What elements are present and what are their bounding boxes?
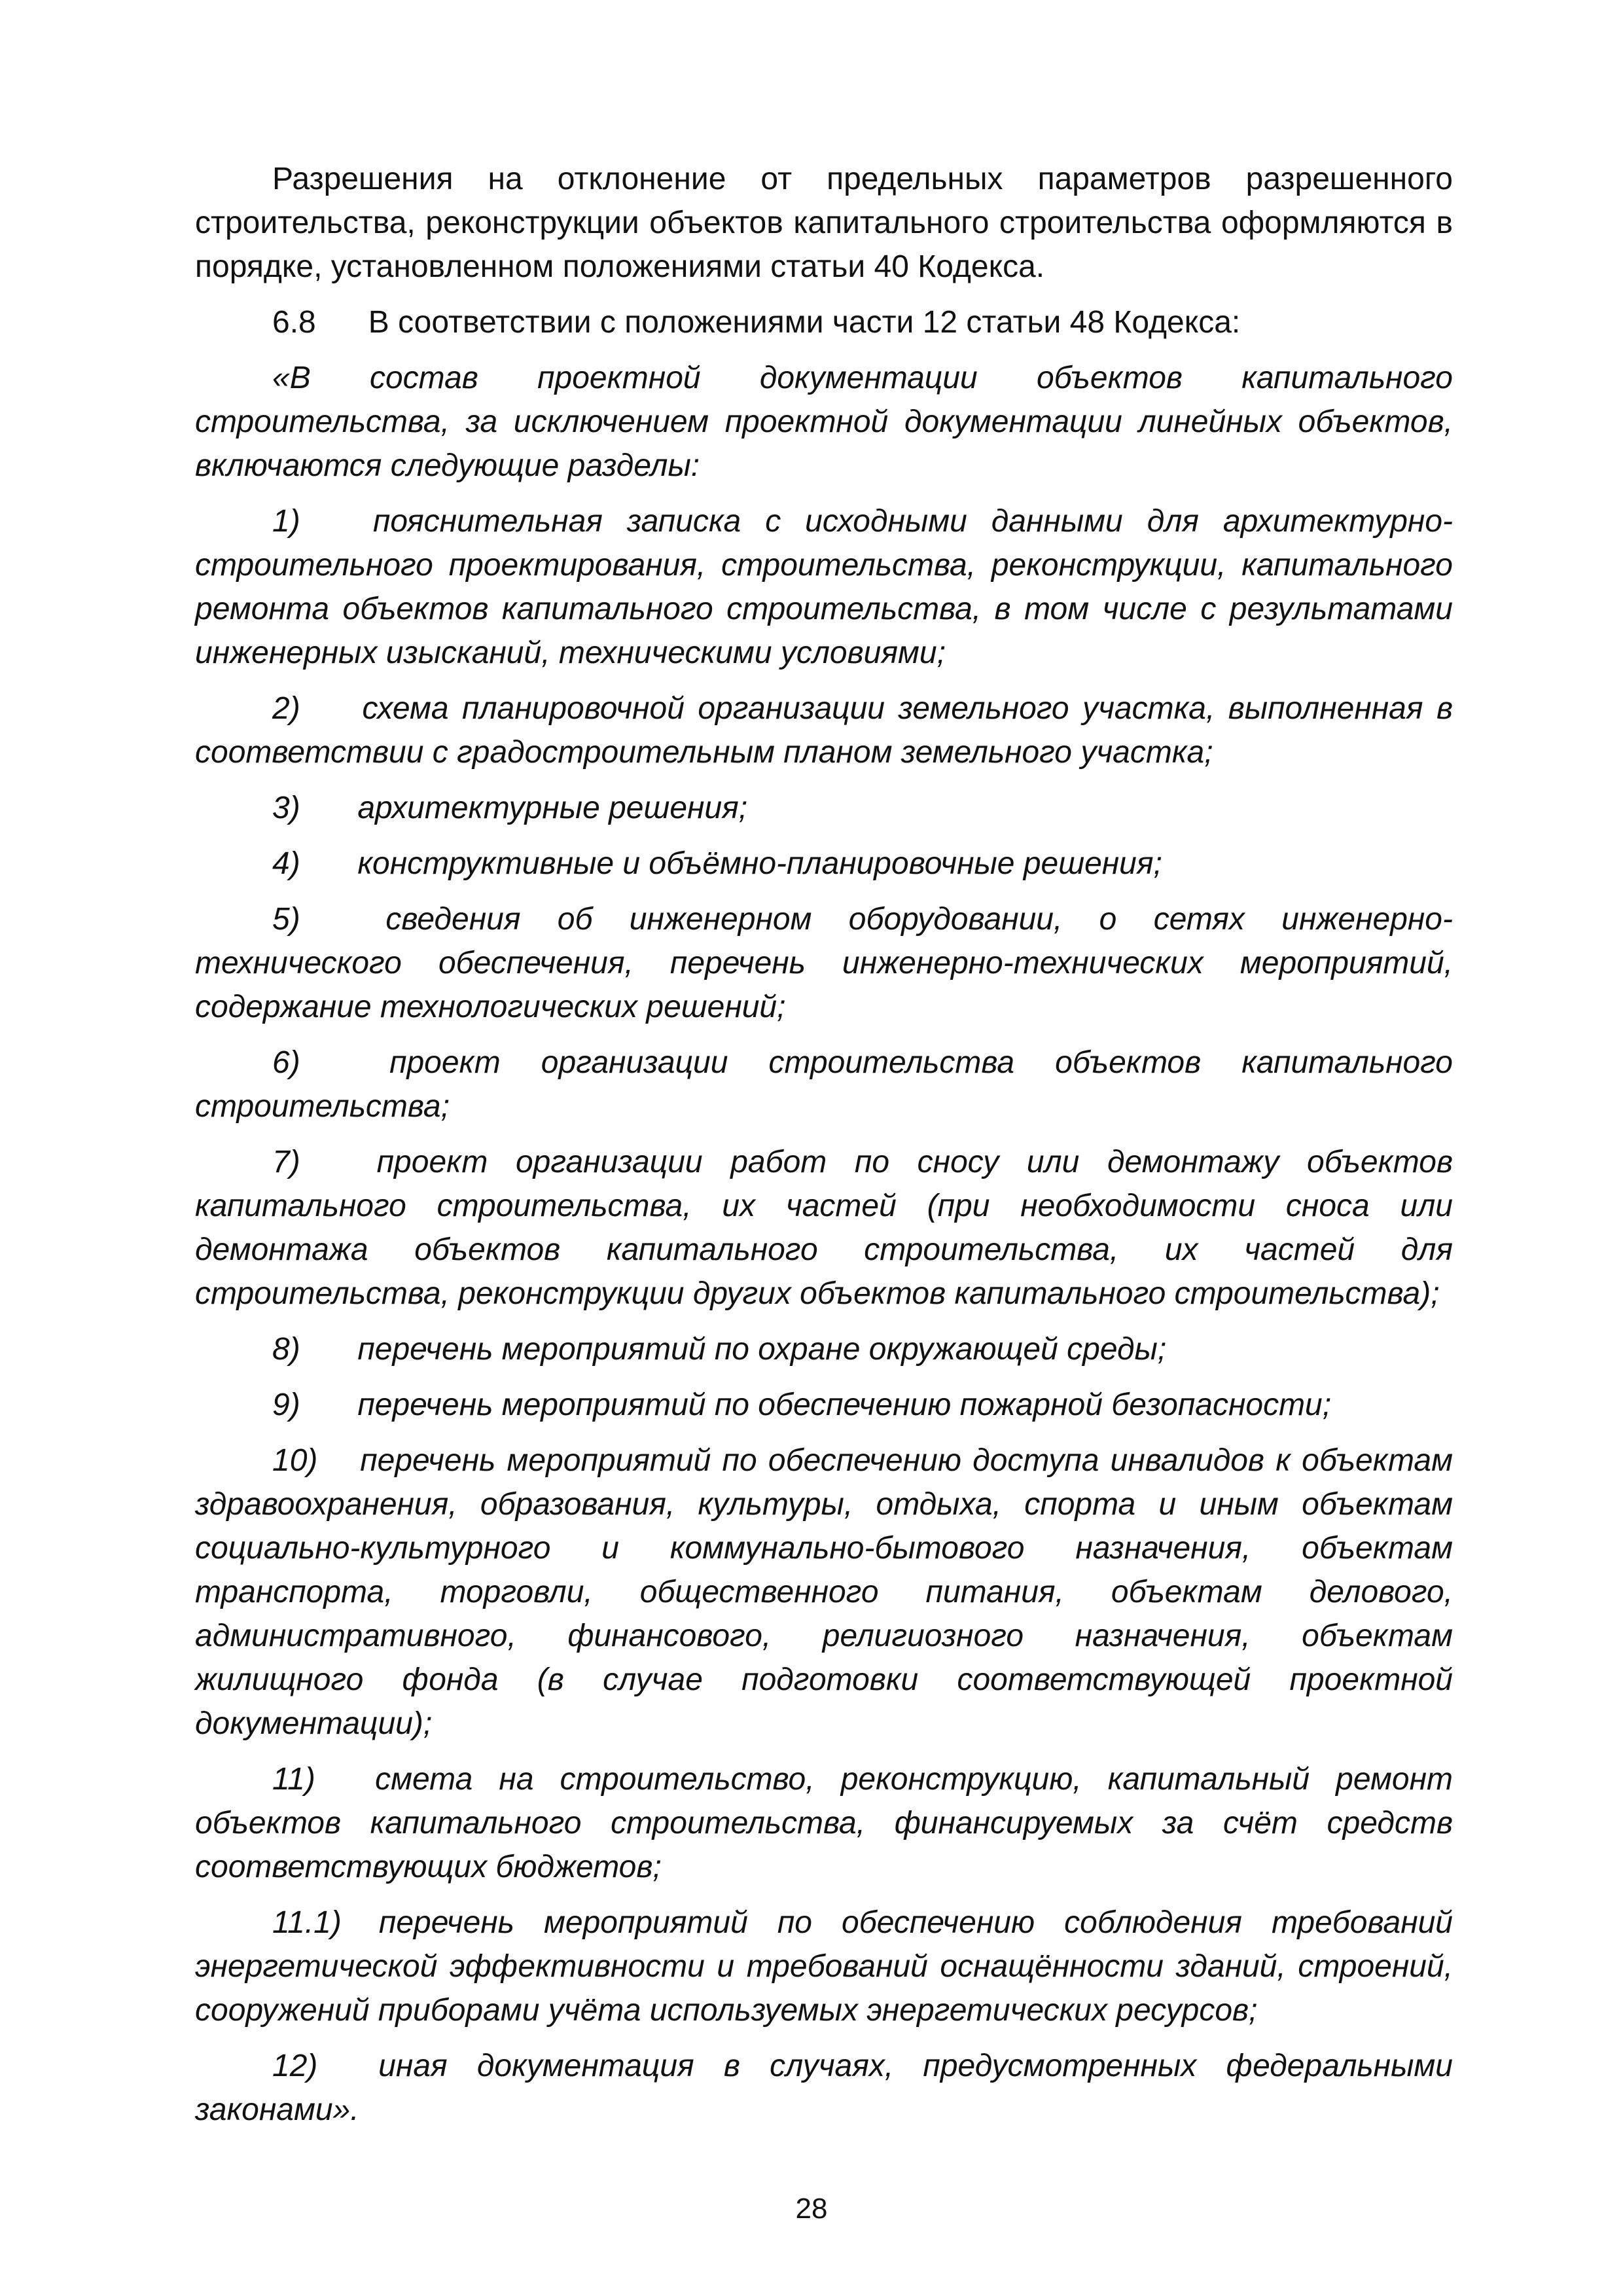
list-item-number: 2) xyxy=(272,691,300,726)
document-content xyxy=(195,157,1453,2132)
list-item-number: 4) xyxy=(272,846,300,881)
list-item-text: проект организации строительства объектов капитального строительства; xyxy=(195,1045,1453,1124)
section-spacer xyxy=(325,305,359,340)
list-item xyxy=(195,687,1453,774)
list-item xyxy=(195,897,1453,1029)
list-item-text: пояснительная записка с исходными данными для архитектурно-строительного проектирования, строительства, реконструкции, капитального ремонта объектов капитального строительства, в том числе с результатами инженерных изысканий, техническими условиями; xyxy=(195,504,1453,670)
list-item xyxy=(195,1327,1453,1371)
list-item xyxy=(195,1140,1453,1316)
list-item-text: перечень мероприятий по охране окружающей среды; xyxy=(357,1332,1167,1367)
section-number: 6.8 xyxy=(272,305,316,340)
list-item-text: иная документация в случаях, предусмотренных федеральными законами». xyxy=(195,2049,1454,2127)
section-paragraph xyxy=(195,300,1453,344)
page-number: 28 xyxy=(795,2193,828,2225)
list-item xyxy=(195,1041,1453,1128)
list-item-text: перечень мероприятий по обеспечению доступа инвалидов к объектам здравоохранения, образования, культуры, отдыха, спорта и иным объектам социально-культурного и коммунально-бытового назначения, объектам транспорта, торговли, общественного питания, объектам делового, административного, финансового, религиозного назначения, объектам жилищного фонда (в случае подготовки соответствующей проектной документации); xyxy=(195,1443,1453,1741)
list-item-text: архитектурные решения; xyxy=(357,791,748,825)
section-text: В соответствии с положениями части 12 статьи 48 Кодекса: xyxy=(368,305,1241,340)
list-item-number: 3) xyxy=(272,791,300,825)
list-item-text: схема планировочной организации земельного участка, выполненная в соответствии с градостроительным планом земельного участка; xyxy=(195,691,1453,770)
intro-paragraph xyxy=(195,157,1453,289)
list-item-number: 5) xyxy=(272,902,300,937)
list-item xyxy=(195,786,1453,830)
list-item-number: 1) xyxy=(272,504,300,539)
quote-intro-text: «В состав проектной документации объектов капитального строительства, за исключением проектной документации линейных объектов, включаются следующие разделы: xyxy=(195,361,1453,483)
list-item-text: перечень мероприятий по обеспечению соблюдения требований энергетической эффективности и требований оснащённости зданий, строений, сооружений приборами учёта используемых энергетических ресурсов; xyxy=(195,1905,1454,2028)
list-item xyxy=(195,1901,1453,2032)
intro-text: Разрешения на отклонение от предельных параметров разрешенного строительства, реконструкции объектов капитального строительства оформляются в порядке, установленном положениями статьи 40 Кодекса. xyxy=(195,162,1453,284)
list-item xyxy=(195,1383,1453,1427)
list-item-number: 11.1) xyxy=(272,1905,342,1940)
list-item-number: 9) xyxy=(272,1388,300,1422)
list-item-text: смета на строительство, реконструкцию, капитальный ремонт объектов капитального строительства, финансируемых за счёт средств соответствующих бюджетов; xyxy=(195,1762,1453,1884)
list-item xyxy=(195,842,1453,886)
list-item-number: 8) xyxy=(272,1332,300,1367)
list-item-number: 7) xyxy=(272,1145,300,1179)
list-item-number: 11) xyxy=(272,1762,315,1797)
quote-intro-paragraph xyxy=(195,356,1453,488)
list-item-text: сведения об инженерном оборудовании, о сетях инженерно-технического обеспечения, перечень инженерно-технических мероприятий, содержание технологических решений; xyxy=(195,902,1453,1024)
list-item-text: перечень мероприятий по обеспечению пожарной безопасности; xyxy=(357,1388,1332,1422)
list-item-number: 6) xyxy=(272,1045,300,1080)
list-item xyxy=(195,2044,1453,2132)
list-item-number: 10) xyxy=(272,1443,318,1478)
list-item-text: конструктивные и объёмно-планировочные решения; xyxy=(357,846,1162,881)
list-item xyxy=(195,1757,1453,1889)
list-item-number: 12) xyxy=(272,2049,318,2083)
list-item xyxy=(195,1439,1453,1746)
list-item xyxy=(195,499,1453,675)
list-item-text: проект организации работ по сносу или демонтажу объектов капитального строительства, их частей (при необходимости сноса или демонтажа объектов капитального строительства, их частей для строительства, реконструкции других объектов капитального строительства); xyxy=(195,1145,1454,1311)
